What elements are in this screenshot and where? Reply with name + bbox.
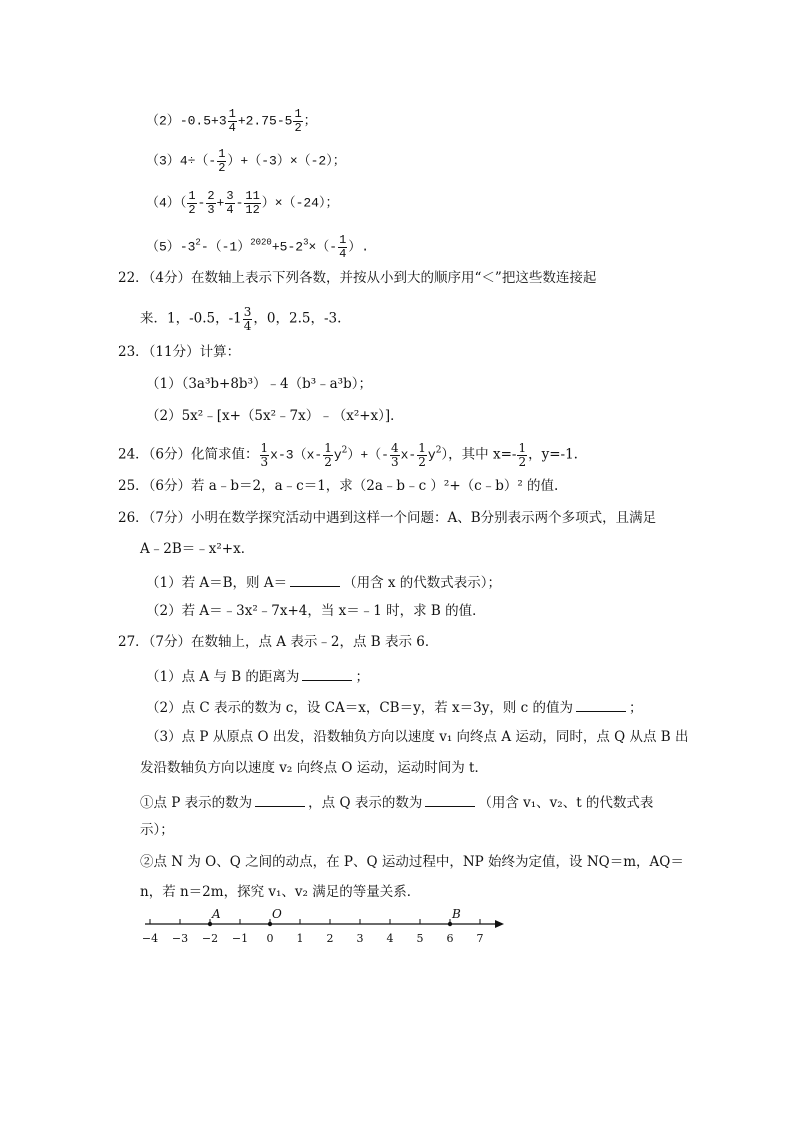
expr-text: （: [179, 195, 187, 211]
exponent: 2020: [250, 237, 272, 248]
q27-part3-line2: 发沿数轴负方向以速度 v₂ 向终点 O 运动，运动时间为 t．: [140, 760, 488, 776]
point-label-b: B: [452, 907, 461, 921]
expr-text: ），其中 x=-: [441, 446, 517, 463]
denominator: 4: [339, 246, 347, 261]
denominator: 2: [518, 454, 527, 469]
denominator: 2: [188, 202, 196, 217]
q22-line2: [140, 306, 341, 332]
exponent: 2: [435, 445, 442, 456]
expr-text: ，0，2.5，-3.: [253, 310, 342, 327]
denominator: 3: [207, 202, 215, 217]
q26-line1: 26．（7分）小明在数学探究活动中遇到这样一个问题：A、B分别表示两个多项式，且满足: [118, 510, 657, 526]
expr-text: ①点 P 表示的数为: [140, 795, 253, 811]
tick-label: 2: [326, 932, 334, 945]
numerator: 3: [243, 305, 252, 319]
numerator: 1: [188, 189, 196, 203]
expr-text: +: [216, 195, 225, 211]
denominator: 2: [418, 454, 426, 469]
fraction: [323, 442, 333, 468]
q21-part3: [146, 148, 346, 174]
answer-blank[interactable]: [425, 794, 475, 807]
q23-part1: （1）（3a³b+8b³）﹣4（b³﹣a³b）；: [146, 376, 372, 392]
denominator: 3: [390, 454, 399, 469]
fraction: [243, 306, 253, 332]
q23-part2: （2）5x²﹣[x+（5x²﹣7x）﹣（x²+x）]．: [146, 408, 404, 424]
tick-label: 6: [446, 932, 454, 945]
fraction: [260, 442, 270, 468]
expr-text: （2）点 C 表示的数为 c，设 CA＝x，CB＝y，若 x＝3y，则 c 的值为: [146, 700, 573, 716]
denominator: 2: [294, 120, 302, 135]
tick-label: 5: [416, 932, 424, 945]
expr-text: y: [333, 447, 342, 463]
q27-part2: [146, 699, 642, 716]
q25-line: 25．（6分）若 a﹣b＝2，a﹣c＝1，求（2a﹣b﹣c ）²+（c﹣b）² 的值.: [118, 478, 559, 494]
expr-text: 4÷（-: [179, 153, 217, 169]
q22-line1: 22．（4分）在数轴上表示下列各数，并按从小到大的顺序用“＜”把这些数连接起: [118, 270, 597, 286]
numerator: 1: [518, 441, 527, 455]
expr-text: ，y=-1.: [528, 446, 578, 463]
expr-text: -3: [179, 239, 196, 255]
numerator: 1: [218, 147, 226, 161]
expr-text: ；: [355, 669, 369, 685]
fraction: [293, 108, 302, 134]
expr-text: ，点 Q 表示的数为: [308, 795, 423, 811]
numerator: 1: [324, 441, 332, 455]
expr-text: ）+（-3）×（-2）；: [227, 153, 346, 169]
q21-part4: [146, 190, 339, 216]
numerator: 2: [207, 189, 215, 203]
numerator: 1: [260, 441, 269, 455]
numerator: 3: [226, 189, 234, 203]
denominator: 2: [324, 454, 332, 469]
exponent: 2: [195, 237, 201, 248]
expr-text: （用含 x 的代数式表示）；: [343, 575, 502, 591]
expr-text: ×（-: [308, 239, 338, 255]
numerator: 1: [339, 233, 347, 247]
expr-text: ；: [628, 700, 643, 716]
fraction: [187, 190, 196, 216]
expr-text: +5-2: [271, 239, 304, 255]
expr-text: （用含 v₁、v₂、t 的代数式表: [478, 795, 654, 811]
part-index: （2）: [146, 113, 180, 129]
tick-label: −4: [141, 932, 159, 945]
denominator: 4: [243, 318, 252, 333]
numerator: 11: [245, 189, 260, 203]
q26-line2: A﹣2B＝﹣x²+x．: [140, 541, 255, 557]
fraction: [217, 148, 226, 174]
point-b: [448, 922, 452, 926]
q21-part5: [146, 234, 369, 260]
part-index: （4）: [146, 195, 180, 211]
q26-part2: （2）若 A＝﹣3x²﹣7x+4，当 x＝﹣1 时，求 B 的值．: [146, 603, 486, 619]
tick-label: 4: [386, 932, 394, 945]
answer-blank[interactable]: [290, 574, 340, 587]
denominator: 12: [245, 202, 260, 217]
expr-text: y: [427, 447, 436, 463]
q24-line: [118, 442, 578, 468]
expr-text: -: [235, 195, 244, 211]
expr-text: ）.: [348, 239, 370, 255]
expr-text: 24．（6分）化简求值：: [118, 446, 259, 463]
fraction: [228, 108, 237, 134]
fraction: [225, 190, 234, 216]
numerator: 1: [294, 107, 302, 121]
expr-text: ）+（-: [347, 447, 389, 463]
fraction: [417, 442, 427, 468]
tick-label: 3: [356, 932, 364, 945]
point-o: [268, 922, 272, 926]
q26-part1: [146, 574, 501, 591]
denominator: 3: [260, 454, 269, 469]
q27-line1: 27．（7分）在数轴上，点 A 表示﹣2，点 B 表示 6．: [118, 634, 439, 650]
tick-label: 0: [266, 932, 274, 945]
exponent: 3: [303, 237, 309, 248]
fraction: [390, 442, 400, 468]
part-index: （5）: [146, 239, 180, 255]
fraction: [244, 190, 260, 216]
answer-blank[interactable]: [255, 794, 305, 807]
fraction: [206, 190, 215, 216]
denominator: 4: [228, 120, 236, 135]
tick-label: −2: [201, 932, 219, 945]
expr-text: （1）点 A 与 B 的距离为: [146, 669, 300, 685]
expr-text: -0.5+3: [179, 113, 227, 129]
point-label-a: A: [212, 907, 221, 921]
numerator: 1: [228, 107, 236, 121]
tick-label: 1: [296, 932, 304, 945]
denominator: 4: [226, 202, 234, 217]
number-line: [140, 904, 510, 954]
answer-blank[interactable]: [302, 668, 352, 681]
expr-text: ；: [303, 113, 317, 129]
q27-sub2-line2: n，若 n＝2m，探究 v₁、v₂ 满足的等量关系．: [140, 884, 421, 900]
numerator: 1: [418, 441, 426, 455]
expr-text: +2.75-5: [237, 113, 293, 129]
expr-text: ）×（-24）；: [261, 195, 339, 211]
expr-text: x-3（x-: [270, 447, 323, 463]
fraction: [338, 234, 347, 260]
q27-part3-line1: （3）点 P 从原点 O 出发，沿数轴负方向以速度 v₁ 向终点 A 运动，同时，点 Q 从点 B 出: [146, 729, 689, 745]
tick-label: 7: [476, 932, 484, 945]
point-a: [208, 922, 212, 926]
answer-blank[interactable]: [576, 699, 626, 712]
fraction: [517, 442, 527, 468]
tick-label: −1: [231, 932, 249, 945]
denominator: 2: [218, 160, 226, 175]
expr-text: -: [197, 195, 206, 211]
q27-sub1-line1: [140, 794, 653, 811]
numerator: 4: [390, 441, 399, 455]
expr-text: 来．1，-0.5，-1: [140, 310, 242, 327]
q27-part1: [146, 668, 369, 685]
expr-text: （1）若 A＝B，则 A＝: [146, 575, 288, 591]
q21-part2: [146, 108, 317, 134]
exponent: 2: [341, 445, 348, 456]
q23-title: 23．（11分）计算：: [118, 344, 241, 360]
tick-label: −3: [171, 932, 189, 945]
q27-sub1-line2: 示）；: [140, 822, 174, 838]
expr-text: x-: [400, 447, 417, 463]
part-index: （3）: [146, 153, 180, 169]
axis-arrow: [495, 920, 504, 928]
point-label-o: O: [272, 907, 282, 921]
expr-text: -（-1）: [200, 239, 251, 255]
q27-sub2-line1: ②点 N 为 O、Q 之间的动点，在 P、Q 运动过程中，NP 始终为定值，设 NQ＝m，AQ＝: [140, 854, 684, 870]
